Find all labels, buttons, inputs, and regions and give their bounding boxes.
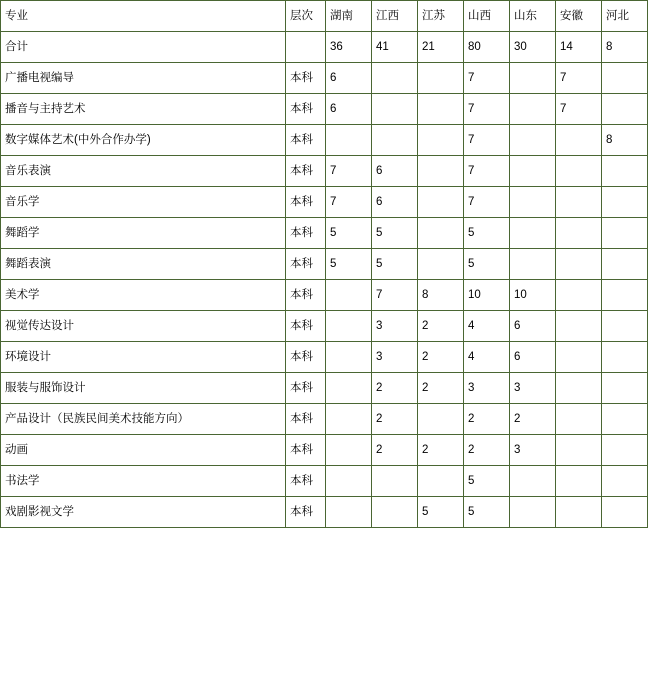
table-header-row bbox=[1, 1, 648, 32]
quota-cell bbox=[326, 404, 372, 435]
quota-cell: 2 bbox=[464, 404, 510, 435]
quota-cell: 6 bbox=[326, 63, 372, 94]
quota-cell bbox=[418, 187, 464, 218]
quota-cell bbox=[556, 311, 602, 342]
quota-cell: 5 bbox=[372, 249, 418, 280]
column-header: 江苏 bbox=[418, 1, 464, 32]
quota-cell bbox=[418, 218, 464, 249]
column-header: 山西 bbox=[464, 1, 510, 32]
quota-cell bbox=[326, 373, 372, 404]
quota-cell bbox=[602, 342, 648, 373]
major-name-cell: 舞蹈学 bbox=[1, 218, 286, 249]
quota-cell bbox=[418, 156, 464, 187]
quota-cell: 5 bbox=[326, 218, 372, 249]
quota-cell: 6 bbox=[326, 94, 372, 125]
quota-cell bbox=[602, 497, 648, 528]
quota-cell bbox=[602, 156, 648, 187]
quota-cell bbox=[326, 497, 372, 528]
quota-cell: 30 bbox=[510, 32, 556, 63]
quota-cell: 5 bbox=[464, 466, 510, 497]
quota-cell bbox=[510, 187, 556, 218]
quota-cell: 8 bbox=[418, 280, 464, 311]
quota-cell bbox=[418, 63, 464, 94]
quota-cell: 7 bbox=[372, 280, 418, 311]
table-body bbox=[1, 1, 648, 528]
table-row bbox=[1, 342, 648, 373]
table-row bbox=[1, 156, 648, 187]
quota-cell: 7 bbox=[464, 94, 510, 125]
quota-cell bbox=[510, 125, 556, 156]
quota-cell bbox=[372, 94, 418, 125]
table-row bbox=[1, 435, 648, 466]
quota-cell bbox=[602, 311, 648, 342]
quota-cell: 80 bbox=[464, 32, 510, 63]
quota-cell bbox=[602, 187, 648, 218]
quota-cell: 5 bbox=[372, 218, 418, 249]
quota-cell: 3 bbox=[464, 373, 510, 404]
quota-cell bbox=[556, 187, 602, 218]
quota-cell: 5 bbox=[464, 218, 510, 249]
major-name-cell: 环境设计 bbox=[1, 342, 286, 373]
quota-cell: 2 bbox=[372, 373, 418, 404]
table-row bbox=[1, 187, 648, 218]
level-cell: 本科 bbox=[286, 156, 326, 187]
quota-cell bbox=[556, 435, 602, 466]
quota-cell: 7 bbox=[326, 156, 372, 187]
quota-cell: 5 bbox=[464, 497, 510, 528]
major-name-cell: 产品设计（民族民间美术技能方向） bbox=[1, 404, 286, 435]
table-row bbox=[1, 218, 648, 249]
quota-cell: 2 bbox=[464, 435, 510, 466]
quota-cell bbox=[326, 125, 372, 156]
quota-cell bbox=[602, 373, 648, 404]
quota-cell bbox=[556, 404, 602, 435]
level-cell: 本科 bbox=[286, 497, 326, 528]
quota-cell: 6 bbox=[372, 156, 418, 187]
quota-cell: 4 bbox=[464, 342, 510, 373]
level-cell: 本科 bbox=[286, 94, 326, 125]
table-row bbox=[1, 497, 648, 528]
level-cell: 本科 bbox=[286, 249, 326, 280]
quota-cell bbox=[602, 435, 648, 466]
quota-cell: 2 bbox=[372, 404, 418, 435]
level-cell: 本科 bbox=[286, 63, 326, 94]
quota-cell bbox=[602, 404, 648, 435]
quota-cell: 3 bbox=[372, 311, 418, 342]
quota-cell bbox=[326, 311, 372, 342]
level-cell bbox=[286, 32, 326, 63]
major-name-cell: 数字媒体艺术(中外合作办学) bbox=[1, 125, 286, 156]
level-cell: 本科 bbox=[286, 125, 326, 156]
level-cell: 本科 bbox=[286, 373, 326, 404]
quota-cell bbox=[556, 342, 602, 373]
quota-cell: 41 bbox=[372, 32, 418, 63]
quota-cell: 2 bbox=[418, 311, 464, 342]
quota-cell: 5 bbox=[326, 249, 372, 280]
quota-cell bbox=[556, 249, 602, 280]
quota-cell bbox=[556, 497, 602, 528]
level-cell: 本科 bbox=[286, 218, 326, 249]
quota-cell bbox=[510, 497, 556, 528]
quota-cell bbox=[326, 280, 372, 311]
level-cell: 本科 bbox=[286, 435, 326, 466]
level-cell: 本科 bbox=[286, 342, 326, 373]
major-name-cell: 舞蹈表演 bbox=[1, 249, 286, 280]
quota-cell: 3 bbox=[510, 373, 556, 404]
quota-cell bbox=[602, 280, 648, 311]
quota-cell: 10 bbox=[510, 280, 556, 311]
table-row bbox=[1, 94, 648, 125]
column-header: 安徽 bbox=[556, 1, 602, 32]
quota-cell bbox=[418, 466, 464, 497]
table-row bbox=[1, 63, 648, 94]
quota-cell bbox=[510, 249, 556, 280]
major-name-cell: 合计 bbox=[1, 32, 286, 63]
quota-cell: 2 bbox=[372, 435, 418, 466]
quota-cell: 2 bbox=[418, 373, 464, 404]
quota-cell bbox=[602, 218, 648, 249]
quota-cell: 7 bbox=[556, 63, 602, 94]
major-name-cell: 动画 bbox=[1, 435, 286, 466]
quota-cell bbox=[556, 280, 602, 311]
quota-cell bbox=[418, 125, 464, 156]
table-row bbox=[1, 32, 648, 63]
quota-cell: 2 bbox=[510, 404, 556, 435]
quota-cell: 7 bbox=[556, 94, 602, 125]
quota-cell bbox=[556, 156, 602, 187]
quota-cell bbox=[556, 218, 602, 249]
quota-cell: 7 bbox=[464, 125, 510, 156]
major-name-cell: 视觉传达设计 bbox=[1, 311, 286, 342]
quota-cell bbox=[326, 466, 372, 497]
major-name-cell: 戏剧影视文学 bbox=[1, 497, 286, 528]
level-cell: 本科 bbox=[286, 466, 326, 497]
major-name-cell: 广播电视编导 bbox=[1, 63, 286, 94]
quota-cell: 7 bbox=[464, 63, 510, 94]
quota-cell bbox=[602, 94, 648, 125]
quota-cell: 3 bbox=[510, 435, 556, 466]
quota-cell: 6 bbox=[510, 342, 556, 373]
quota-cell bbox=[326, 342, 372, 373]
major-name-cell: 服装与服饰设计 bbox=[1, 373, 286, 404]
quota-cell bbox=[326, 435, 372, 466]
level-cell: 本科 bbox=[286, 280, 326, 311]
quota-cell: 5 bbox=[464, 249, 510, 280]
quota-cell bbox=[510, 94, 556, 125]
table-row bbox=[1, 280, 648, 311]
major-name-cell: 美术学 bbox=[1, 280, 286, 311]
quota-cell: 2 bbox=[418, 342, 464, 373]
major-name-cell: 音乐学 bbox=[1, 187, 286, 218]
quota-cell bbox=[418, 404, 464, 435]
quota-cell: 7 bbox=[464, 156, 510, 187]
column-header: 山东 bbox=[510, 1, 556, 32]
quota-cell: 6 bbox=[510, 311, 556, 342]
table-row bbox=[1, 125, 648, 156]
quota-cell bbox=[510, 63, 556, 94]
quota-cell bbox=[556, 125, 602, 156]
table-row bbox=[1, 249, 648, 280]
quota-cell bbox=[510, 156, 556, 187]
quota-cell: 4 bbox=[464, 311, 510, 342]
quota-cell: 36 bbox=[326, 32, 372, 63]
quota-cell bbox=[418, 94, 464, 125]
major-name-cell: 书法学 bbox=[1, 466, 286, 497]
quota-cell bbox=[602, 466, 648, 497]
level-cell: 本科 bbox=[286, 311, 326, 342]
table-row bbox=[1, 373, 648, 404]
quota-cell bbox=[372, 63, 418, 94]
table-row bbox=[1, 311, 648, 342]
quota-cell: 21 bbox=[418, 32, 464, 63]
quota-cell bbox=[372, 497, 418, 528]
quota-cell bbox=[602, 249, 648, 280]
column-header: 江西 bbox=[372, 1, 418, 32]
column-header: 层次 bbox=[286, 1, 326, 32]
quota-cell bbox=[372, 466, 418, 497]
quota-cell bbox=[510, 466, 556, 497]
table-row bbox=[1, 404, 648, 435]
column-header: 湖南 bbox=[326, 1, 372, 32]
quota-cell bbox=[372, 125, 418, 156]
quota-cell bbox=[510, 218, 556, 249]
quota-cell: 7 bbox=[464, 187, 510, 218]
quota-cell: 5 bbox=[418, 497, 464, 528]
quota-cell bbox=[418, 249, 464, 280]
quota-cell: 6 bbox=[372, 187, 418, 218]
quota-cell: 3 bbox=[372, 342, 418, 373]
level-cell: 本科 bbox=[286, 404, 326, 435]
quota-cell: 14 bbox=[556, 32, 602, 63]
table-row bbox=[1, 466, 648, 497]
quota-cell bbox=[556, 466, 602, 497]
column-header: 专业 bbox=[1, 1, 286, 32]
quota-cell: 10 bbox=[464, 280, 510, 311]
quota-cell bbox=[556, 373, 602, 404]
major-name-cell: 音乐表演 bbox=[1, 156, 286, 187]
quota-cell: 8 bbox=[602, 125, 648, 156]
quota-cell bbox=[602, 63, 648, 94]
level-cell: 本科 bbox=[286, 187, 326, 218]
column-header: 河北 bbox=[602, 1, 648, 32]
quota-cell: 7 bbox=[326, 187, 372, 218]
quota-cell: 2 bbox=[418, 435, 464, 466]
quota-cell: 8 bbox=[602, 32, 648, 63]
major-name-cell: 播音与主持艺术 bbox=[1, 94, 286, 125]
